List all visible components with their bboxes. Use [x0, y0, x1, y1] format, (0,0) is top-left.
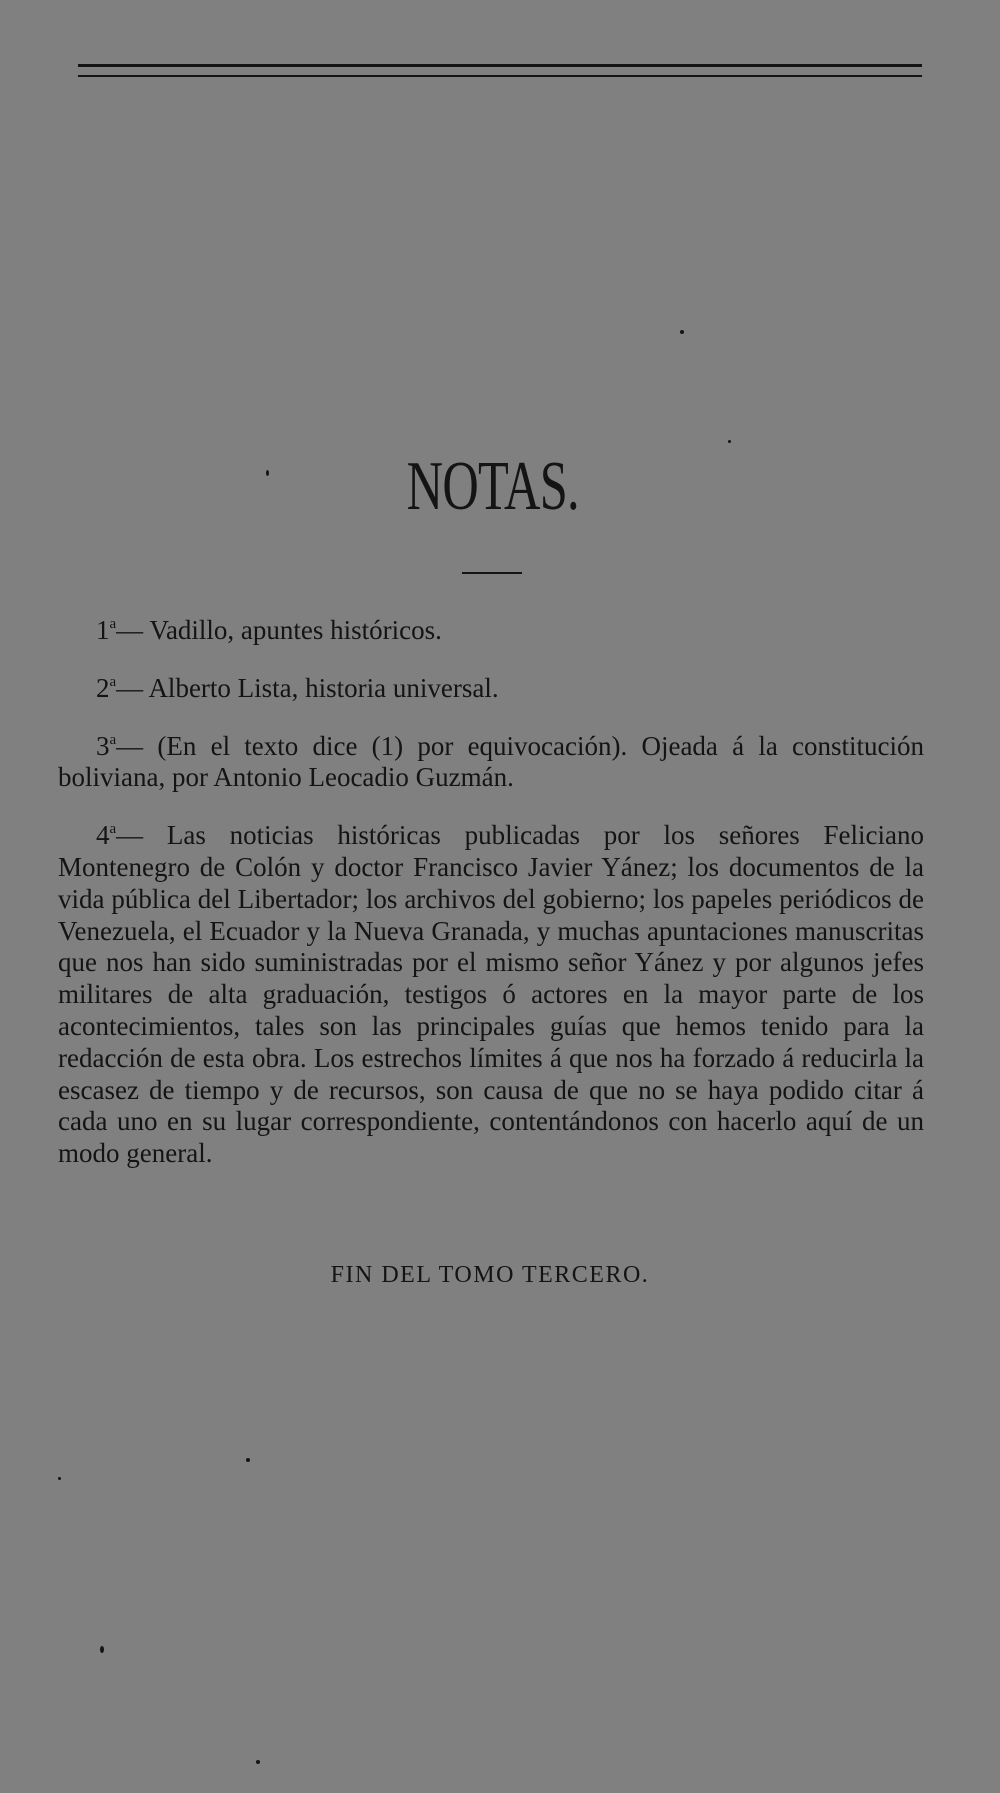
page-title: NOTAS.: [406, 448, 579, 525]
note-number: 3$^a$—: [96, 730, 144, 761]
scan-speck: [266, 470, 269, 476]
scan-speck: [728, 440, 731, 443]
note-item: [58, 731, 924, 795]
scan-speck: [100, 1646, 104, 1653]
notes-list: [58, 615, 924, 1196]
note-text: Las noticias históricas publicadas por los señores Feliciano Montenegro de Colón y doctor Francisco Javier Yánez; los documentos de la vida pública del Libertador; los archivos del gobierno; los papeles periódicos de Venezuela, el Ecuador y la Nueva Granada, y muchas apuntaciones manuscritas que nos han sido suministradas por el mismo señor Yánez y por algunos jefes militares de alta graduación, testigos ó actores en la mayor parte de los acontecimientos, tales son las principales guías que hemos tenido para la redacción de esta obra. Los estrechos límites á que nos ha forzado á reducirla la escasez de tiempo y de recursos, son causa de que no se haya podido citar á cada uno en su lugar correspondiente, contentándonos con hacerlo aquí de un modo general.: [58, 820, 924, 1169]
scan-speck: [58, 1477, 61, 1480]
note-item: [58, 673, 924, 705]
note-text: Vadillo, apuntes históricos.: [149, 615, 442, 645]
top-double-rule: [78, 64, 922, 77]
title-divider: [462, 572, 522, 574]
note-number: 2$^a$—: [96, 672, 144, 703]
note-text: Alberto Lista, historia universal.: [148, 672, 499, 703]
note-item: [58, 615, 924, 647]
scan-speck: [256, 1760, 260, 1764]
scan-speck: [680, 330, 684, 334]
note-item: [58, 820, 924, 1170]
closing-line: FIN DEL TOMO TERCERO.: [330, 1262, 650, 1288]
note-number: 4$^a$—: [96, 820, 144, 851]
note-text: (En el texto dice (1) por equivocación). Ojeada á la constitución boliviana, por Antonio Leocadio Guzmán.: [58, 730, 925, 793]
note-number: 1$^a$—: [96, 615, 144, 645]
scan-speck: [246, 1458, 250, 1462]
